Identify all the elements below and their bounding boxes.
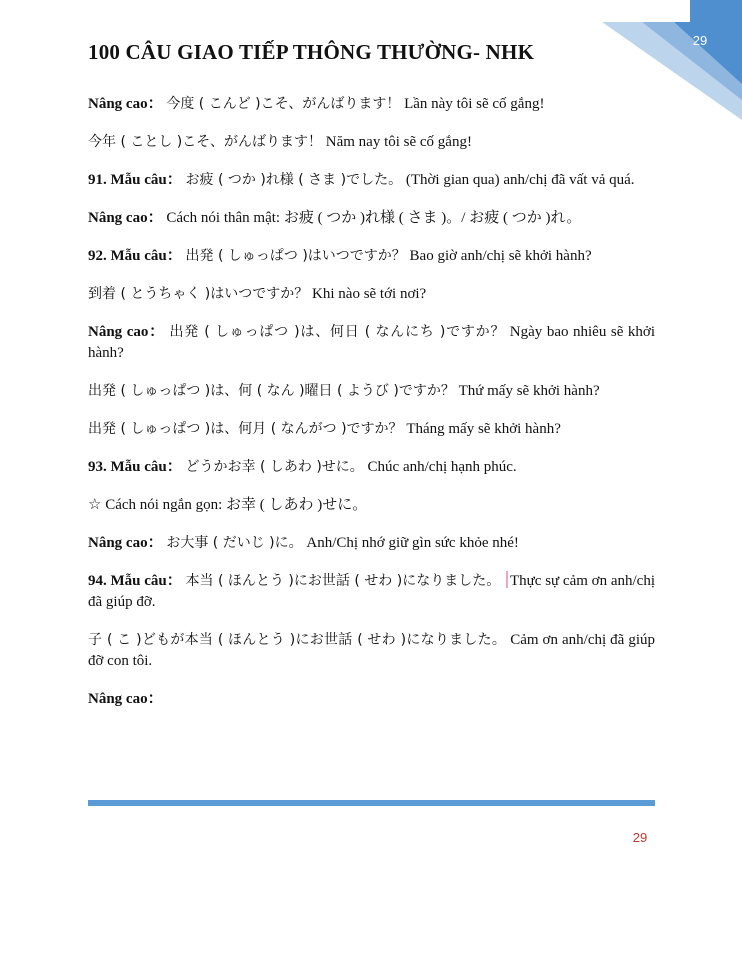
paragraph	[88, 246, 655, 267]
japanese-text: 出発 ( しゅっぱつ )は、何 ( なん )曜日 ( ようび )ですか？	[88, 383, 455, 399]
paragraph	[88, 495, 655, 516]
vietnamese-text: ☆ Cách nói ngắn gọn: お幸 ( しあわ )せに。	[88, 497, 368, 513]
paragraph	[88, 533, 655, 554]
paragraph	[88, 571, 655, 613]
paragraph-label: 94. Mẫu câu：	[88, 573, 182, 589]
vietnamese-text: Cách nói thân mật: お疲 ( つか )れ様 ( さま )。/ お疲 ( つか )れ。	[166, 210, 582, 226]
paragraph	[88, 208, 655, 229]
japanese-text: お大事 ( だいじ )に。	[166, 535, 303, 551]
paragraph	[88, 457, 655, 478]
japanese-text: お疲 ( つか )れ様 ( さま )でした。	[185, 172, 403, 188]
japanese-text: 本当 ( ほんとう )にお世話 ( せわ )になりました。	[185, 573, 501, 589]
vietnamese-text: Thực sự cảm ơn anh/chị đã giúp đỡ.	[88, 573, 656, 610]
header-page-number: 29	[692, 33, 708, 48]
japanese-text: 子 ( こ )どもが本当 ( ほんとう )にお世話 ( せわ )になりました。	[88, 632, 507, 648]
paragraph	[88, 689, 655, 710]
page-title: 100 CÂU GIAO TIẾP THÔNG THƯỜNG- NHK	[88, 40, 535, 64]
paragraph	[88, 132, 655, 153]
japanese-text: 出発 ( しゅっぱつ )はいつですか？	[185, 248, 406, 264]
vietnamese-text: Năm nay tôi sẽ cố gắng!	[325, 134, 472, 150]
paragraph	[88, 94, 655, 115]
paragraph-label: Nâng cao：	[88, 96, 163, 112]
paragraph-label: Nâng cao：	[88, 535, 163, 551]
japanese-text: 今度 ( こんど )こそ、がんばります！	[166, 96, 401, 112]
paragraph-label: Nâng cao：	[88, 210, 163, 226]
footer-page-number: 29	[632, 830, 648, 845]
text-cursor	[506, 571, 508, 588]
paragraph-label: Nâng cao：	[88, 691, 163, 707]
japanese-text: 到着 ( とうちゃく )はいつですか？	[88, 286, 309, 302]
paragraph	[88, 419, 655, 440]
vietnamese-text: Bao giờ anh/chị sẽ khởi hành?	[409, 248, 592, 264]
vietnamese-text: Chúc anh/chị hạnh phúc.	[367, 459, 517, 475]
paragraph-label: 92. Mẫu câu：	[88, 248, 182, 264]
paragraph	[88, 284, 655, 305]
vietnamese-text: Lần này tôi sẽ cố gắng!	[404, 96, 545, 112]
footer-rule	[88, 800, 655, 806]
vietnamese-text: (Thời gian qua) anh/chị đã vất vả quá.	[405, 172, 635, 188]
paragraph-label: Nâng cao：	[88, 324, 165, 340]
japanese-text: 今年 ( ことし )こそ、がんばります！	[88, 134, 322, 150]
vietnamese-text: Thứ mấy sẽ khởi hành?	[458, 383, 600, 399]
vietnamese-text: Tháng mấy sẽ khởi hành?	[406, 421, 561, 437]
paragraph	[88, 170, 655, 191]
vietnamese-text: Cảm ơn anh/chị đã giúp đỡ con tôi.	[88, 632, 655, 669]
vietnamese-text: Ngày bao nhiêu sẽ khởi hành?	[88, 324, 656, 361]
japanese-text: 出発 ( しゅっぱつ )は、何月 ( なんがつ )ですか？	[88, 421, 403, 437]
paragraph-label: 93. Mẫu câu：	[88, 459, 182, 475]
document-body	[88, 94, 655, 727]
vietnamese-text: Anh/Chị nhớ giữ gìn sức khỏe nhé!	[306, 535, 519, 551]
paragraph	[88, 322, 655, 364]
paragraph-label: 91. Mẫu câu：	[88, 172, 182, 188]
paragraph	[88, 630, 655, 672]
japanese-text: どうかお幸 ( しあわ )せに。	[185, 459, 364, 475]
japanese-text: 出発 ( しゅっぱつ )は、何日 ( なんにち )ですか？	[169, 324, 506, 340]
vietnamese-text: Khi nào sẽ tới nơi?	[312, 286, 427, 302]
paragraph	[88, 381, 655, 402]
